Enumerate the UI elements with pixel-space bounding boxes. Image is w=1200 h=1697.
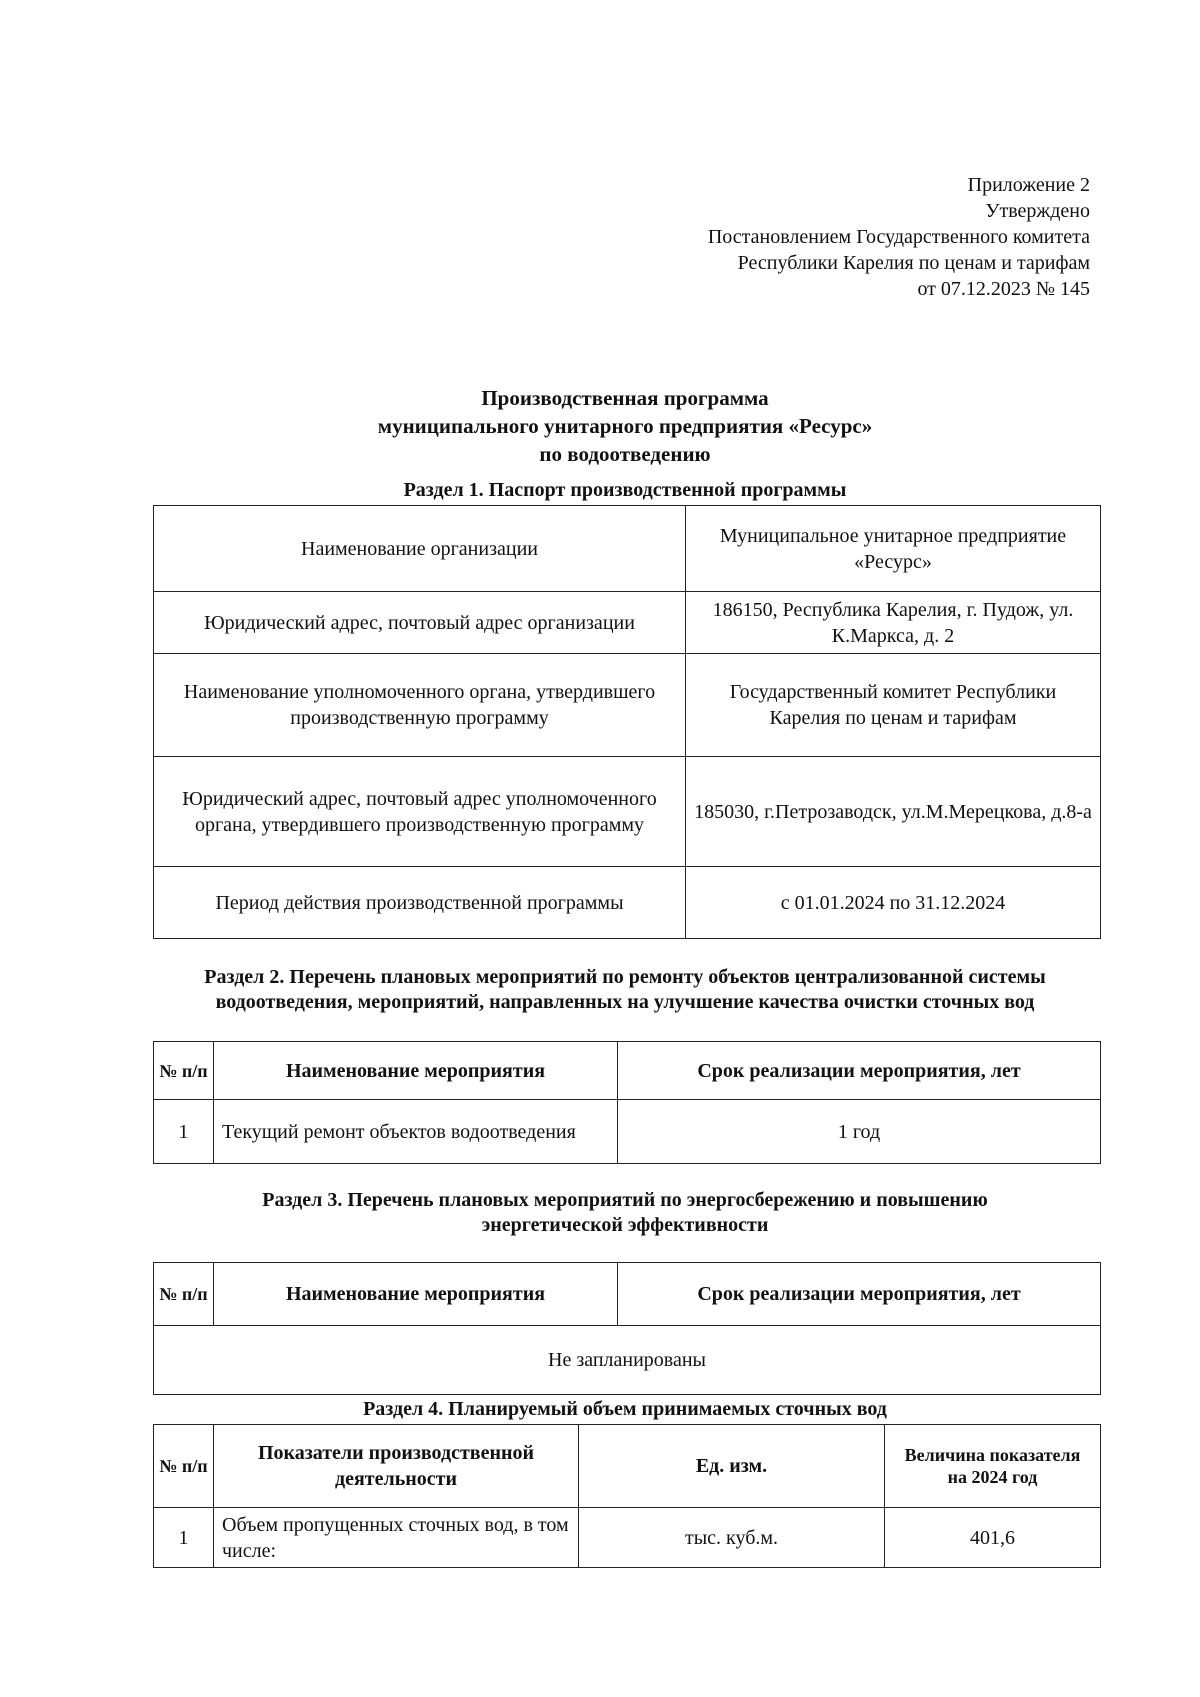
document-title: [0, 384, 1200, 468]
approval-line: Постановлением Государственного комитета: [707, 226, 1090, 248]
col-name-header: Наименование мероприятия: [214, 1042, 618, 1100]
passport-label: Наименование уполномоченного органа, утвердившего производственную программу: [154, 654, 686, 757]
section2-heading: Раздел 2. Перечень плановых мероприятий по ремонту объектов централизованной системы водоотведения, мероприятий, направленных на улучшение качества очистки сточных вод: [204, 966, 1046, 1013]
passport-value: Государственный комитет Республики Карелия по ценам и тарифам: [686, 654, 1101, 757]
row-name: Текущий ремонт объектов водоотведения: [214, 1100, 618, 1164]
table-header-row: [154, 1425, 1101, 1508]
table-header-row: [154, 1042, 1101, 1100]
passport-value: 186150, Республика Карелия, г. Пудож, ул. К.Маркса, д. 2: [686, 592, 1101, 654]
passport-label: Период действия производственной программы: [154, 867, 686, 939]
table-row: [154, 867, 1101, 939]
row-num: 1: [154, 1100, 214, 1164]
table-row: [154, 592, 1101, 654]
wastewater-volume-table: [153, 1424, 1101, 1568]
col-term-header: Срок реализации мероприятия, лет: [618, 1263, 1101, 1326]
col-indicator-header: Показатели производственной деятельности: [214, 1425, 579, 1508]
approval-line: от 07.12.2023 № 145: [917, 278, 1090, 300]
repair-measures-table: [153, 1041, 1101, 1164]
col-term-header: Срок реализации мероприятия, лет: [618, 1042, 1101, 1100]
row-indicator: Объем пропущенных сточных вод, в том числе:: [214, 1508, 579, 1568]
energy-measures-table: [153, 1262, 1101, 1395]
passport-label: Юридический адрес, почтовый адрес организации: [154, 592, 686, 654]
row-value: 401,6: [885, 1508, 1101, 1568]
approval-line: Утверждено: [985, 200, 1090, 222]
passport-label: Юридический адрес, почтовый адрес уполномоченного органа, утвердившего производственную программу: [154, 757, 686, 867]
row-unit: тыс. куб.м.: [579, 1508, 885, 1568]
title-line: Производственная программа: [481, 386, 769, 410]
passport-label: Наименование организации: [154, 506, 686, 592]
col-value-header: Величина показателя на 2024 год: [885, 1425, 1101, 1508]
col-num-header: № п/п: [154, 1425, 214, 1508]
passport-value: Муниципальное унитарное предприятие «Ресурс»: [686, 506, 1101, 592]
approval-line: Республики Карелия по ценам и тарифам: [737, 252, 1090, 274]
section1-heading: Раздел 1. Паспорт производственной программы: [403, 479, 847, 501]
section3-heading: Раздел 3. Перечень плановых мероприятий по энергосбережению и повышению энергетической эффективности: [262, 1189, 988, 1236]
approval-line: Приложение 2: [967, 174, 1090, 196]
title-line: по водоотведению: [539, 442, 711, 466]
passport-value: 185030, г.Петрозаводск, ул.М.Мерецкова, д.8-а: [686, 757, 1101, 867]
table-row: [154, 654, 1101, 757]
row-num: 1: [154, 1508, 214, 1568]
table-row: [154, 757, 1101, 867]
col-num-header: № п/п: [154, 1042, 214, 1100]
col-num-header: № п/п: [154, 1263, 214, 1326]
table-row: [154, 1100, 1101, 1164]
col-unit-header: Ед. изм.: [579, 1425, 885, 1508]
table-row: [154, 1326, 1101, 1395]
col-name-header: Наименование мероприятия: [214, 1263, 618, 1326]
not-planned-note: Не запланированы: [154, 1326, 1101, 1395]
passport-table: [153, 505, 1101, 939]
passport-value: с 01.01.2024 по 31.12.2024: [686, 867, 1101, 939]
table-header-row: [154, 1263, 1101, 1326]
approval-block: [708, 172, 1090, 302]
title-line: муниципального унитарного предприятия «Ресурс»: [377, 414, 873, 438]
section4-heading: Раздел 4. Планируемый объем принимаемых сточных вод: [363, 1398, 887, 1420]
table-row: [154, 506, 1101, 592]
table-row: [154, 1508, 1101, 1568]
row-term: 1 год: [618, 1100, 1101, 1164]
